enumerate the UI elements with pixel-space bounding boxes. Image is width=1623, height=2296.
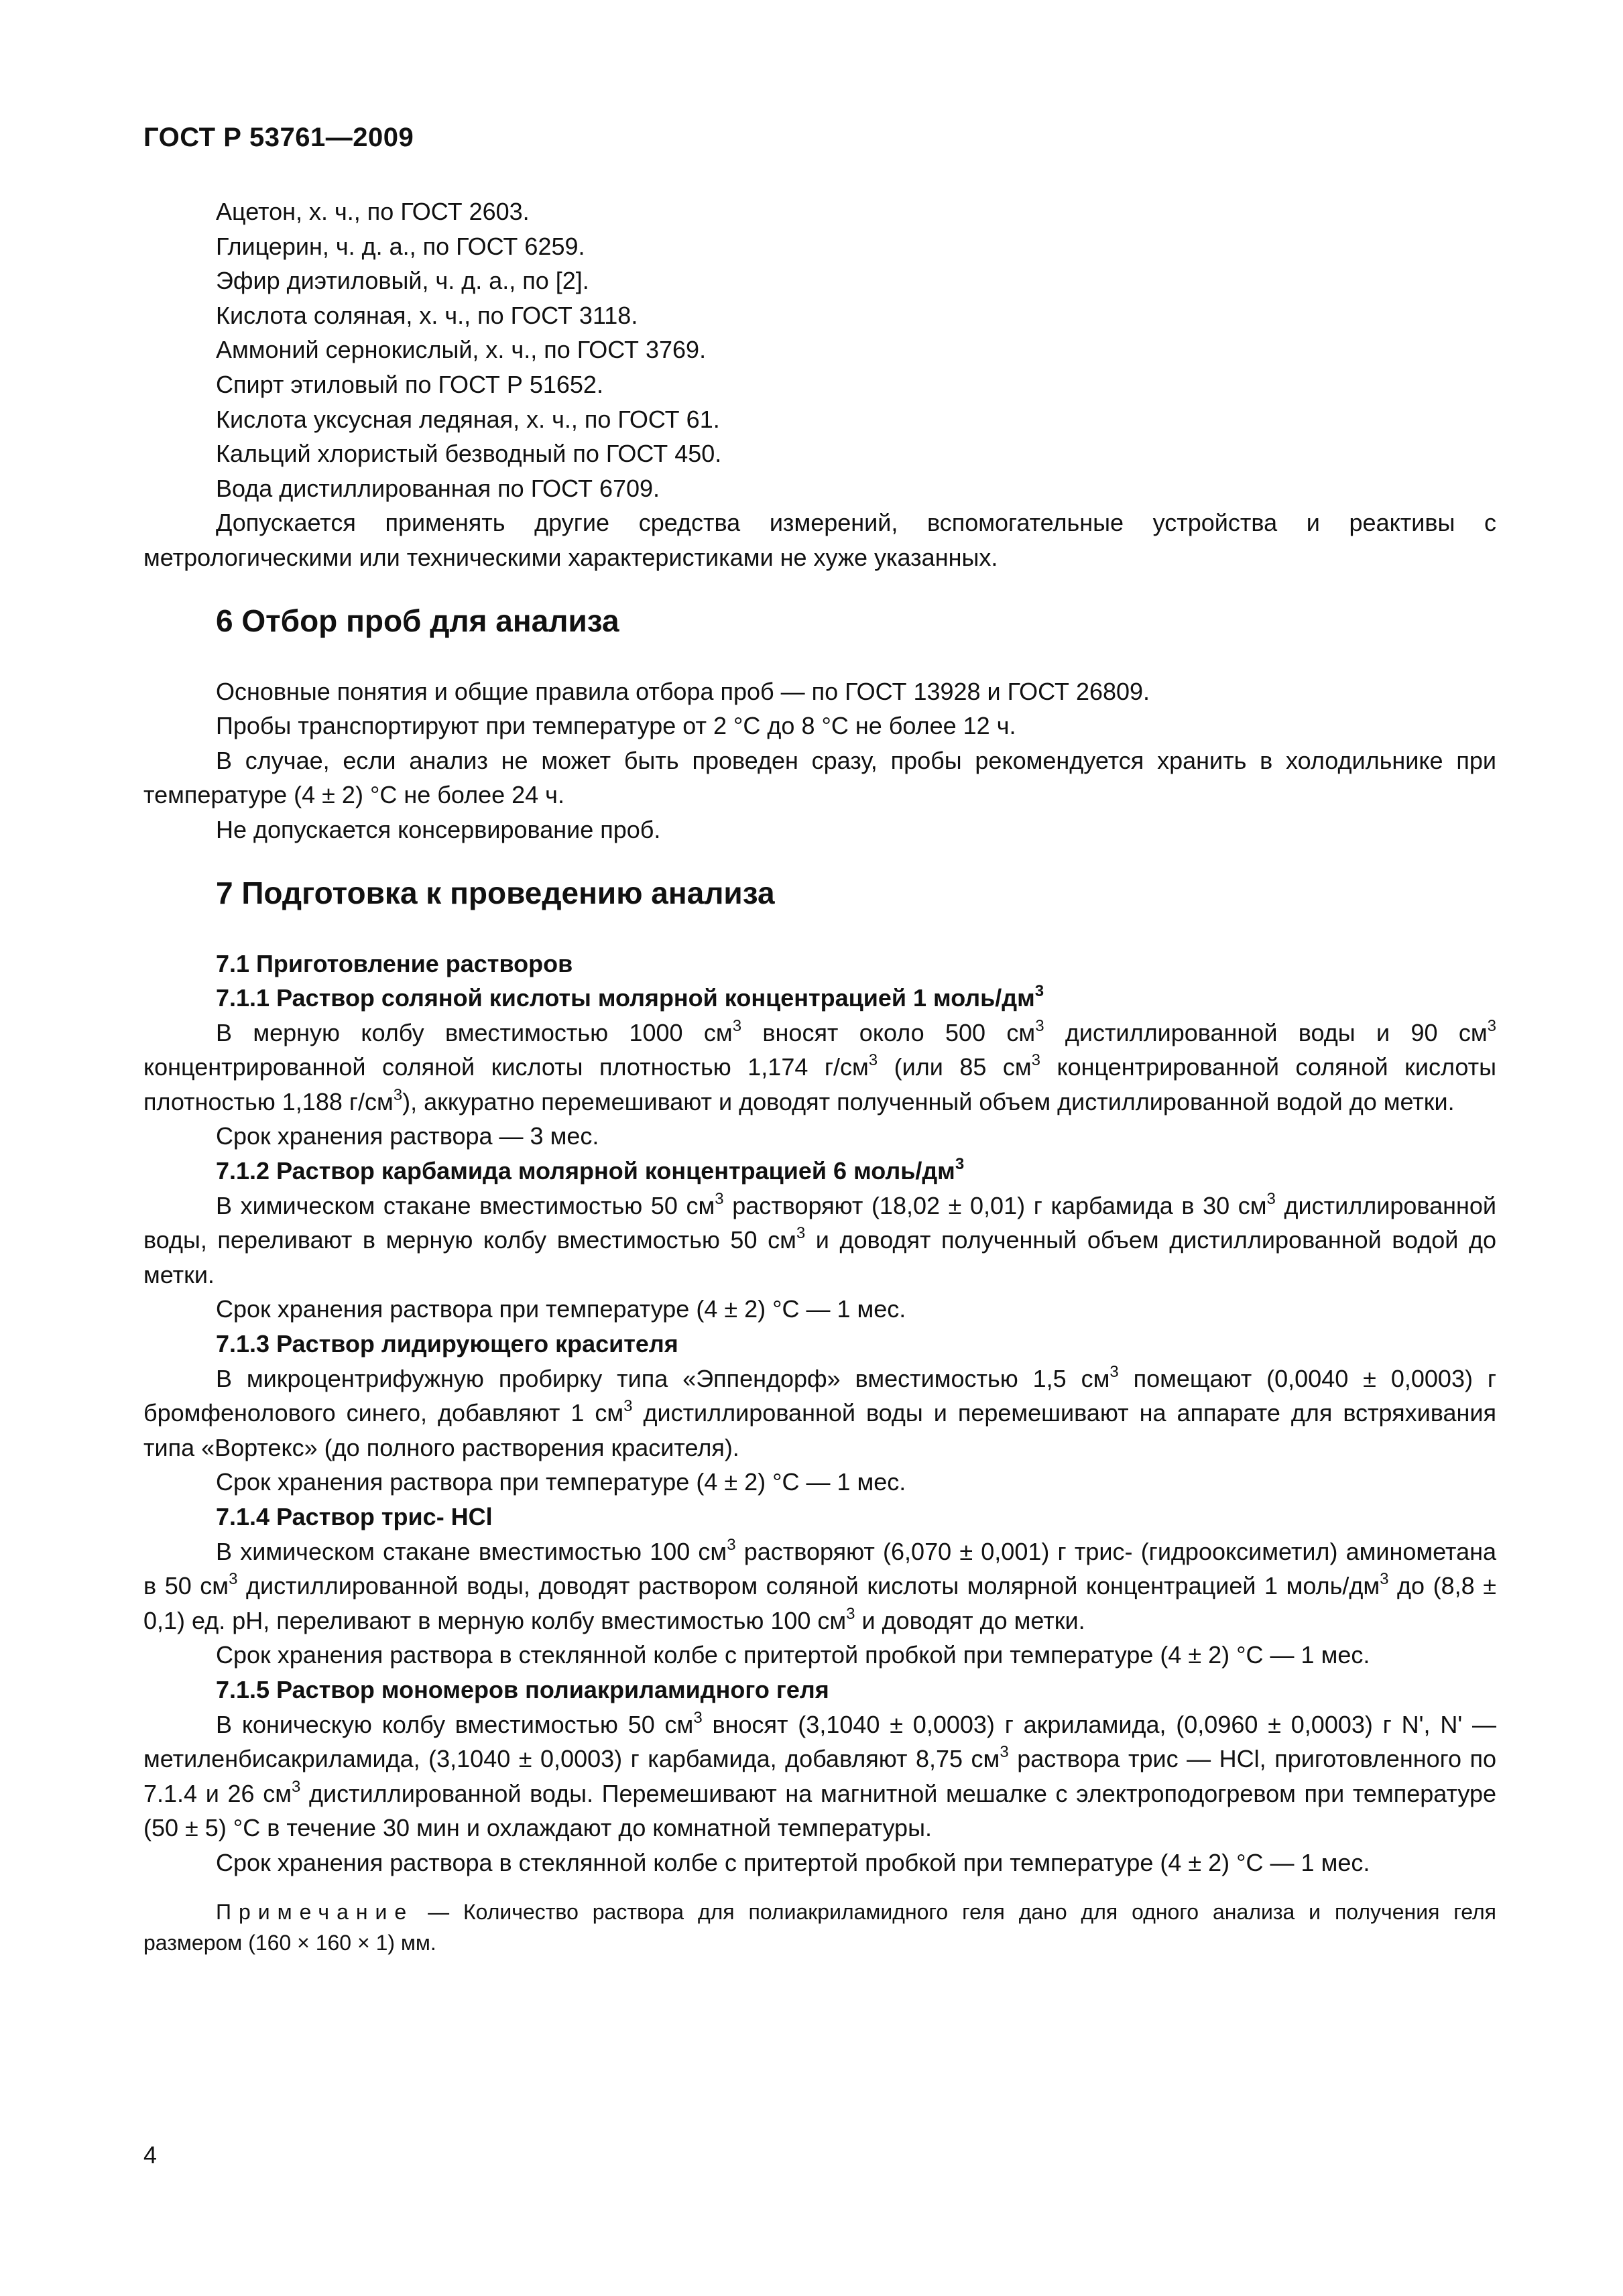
reagent-item: Аммоний сернокислый, х. ч., по ГОСТ 3769. [216,336,707,364]
superscript: 3 [1266,1189,1276,1208]
superscript: 3 [732,1016,742,1035]
section-6-paragraph: Основные понятия и общие правила отбора проб — по ГОСТ 13928 и ГОСТ 26809. [216,677,1150,705]
subsection-7-1-3-heading: 7.1.3 Раствор лидирующего красителя [216,1330,678,1358]
superscript: 3 [846,1604,855,1623]
reagent-item: Ацетон, х. ч., по ГОСТ 2603. [216,198,530,225]
text-run: концентрированной соляной кислоты плотностью 1,174 г/см [143,1053,869,1081]
superscript: 3 [1034,982,1044,1001]
section-6-paragraph: Пробы транспортируют при температуре от 2 °С до 8 °С не более 12 ч. [216,712,1016,740]
superscript: 3 [291,1777,301,1796]
section-6-title: 6 Отбор проб для анализа [216,603,619,638]
text-run: дистиллированной воды, доводят раствором соляной кислоты молярной концентрацией 1 моль/дм [237,1572,1380,1600]
page-number: 4 [143,2141,158,2169]
text-run: раствора трис — HCl, приготовленного по 7.1.4 и 26 см [143,1745,1497,1807]
text-run: дистиллированной воды и перемешивают на аппарате для встряхивания типа «Вортекс» (до полного растворения красителя). [143,1399,1496,1461]
text-run: растворяют (6,070 ± 0,001) г трис- (гидрооксиметил) аминометана в 50 см [143,1537,1496,1600]
subsection-7-1-1-heading [143,981,1496,1016]
section-6-paragraph: В случае, если анализ не может быть проведен сразу, пробы рекомендуется хранить в холодильнике при температуре (4 ± 2) °С не более 24 ч. [143,746,1496,809]
text-run: дистиллированной воды, переливают в мерную колбу вместимостью 50 см [143,1191,1497,1254]
superscript: 3 [229,1570,238,1589]
subsection-7-1-4-heading: 7.1.4 Раствор трис- HCl [216,1503,493,1530]
text-run: дистиллированной воды и 90 см [1044,1018,1488,1046]
reagent-item: Глицерин, ч. д. а., по ГОСТ 6259. [216,232,585,260]
reagents-note-paragraph: Допускается применять другие средства измерений, вспомогательные устройства и реактивы с метрологическими или техническими характеристиками не хуже указанных. [143,509,1496,571]
text-run: В мерную колбу вместимостью 1000 см [216,1018,733,1046]
superscript: 3 [715,1189,724,1208]
superscript: 3 [693,1708,703,1727]
reagent-item: Кислота соляная, х. ч., по ГОСТ 3118. [216,301,638,329]
superscript: 3 [727,1535,736,1554]
superscript: 3 [1031,1051,1040,1070]
paragraph-7-1-5 [143,1707,1496,1846]
shelf-life-7-1-2: Срок хранения раствора при температуре (4 ± 2) °С — 1 мес. [216,1295,906,1323]
superscript: 3 [1380,1570,1389,1589]
reagent-item: Спирт этиловый по ГОСТ Р 51652. [216,370,603,398]
shelf-life-7-1-5: Срок хранения раствора в стеклянной колбе с притертой пробкой при температуре (4 ± 2) °С — 1 мес. [216,1848,1370,1876]
shelf-life-7-1-4: Срок хранения раствора в стеклянной колбе с притертой пробкой при температуре (4 ± 2) °С — 1 мес. [216,1641,1370,1669]
superscript: 3 [393,1085,403,1104]
reagent-item: Эфир диэтиловый, ч. д. а., по [2]. [216,267,589,295]
superscript: 3 [1109,1362,1119,1381]
document-page [143,121,1496,1958]
text-run: (или 85 см [878,1053,1032,1081]
section-7-title: 7 Подготовка к проведению анализа [216,875,775,910]
shelf-life-7-1-1: Срок хранения раствора — 3 мес. [216,1122,599,1150]
note-paragraph [143,1896,1496,1958]
subsection-7-1-5-heading: 7.1.5 Раствор мономеров полиакриламидного геля [216,1675,829,1703]
subsection-7-1-2-heading [143,1154,1496,1189]
text-run: В химическом стакане вместимостью 50 см [216,1191,715,1219]
text-run: вносят (3,1040 ± 0,0003) г акриламида, (0,0960 ± 0,0003) г N', N' — метиленбисакриламида, (3,1040 ± 0,0003) г карбамида, добавляют 8,75 см [143,1710,1496,1773]
superscript: 3 [796,1224,806,1243]
reagent-item: Кальций хлористый безводный по ГОСТ 450. [216,440,722,468]
paragraph-7-1-1 [143,1016,1496,1120]
text-run: дистиллированной воды. Перемешивают на магнитной мешалке с электроподогревом при температуре (50 ± 5) °С в течение 30 мин и охлаждают до комнатной температуры. [143,1779,1496,1842]
text-run: до (8,8 ± 0,1) ед. рН, переливают в мерную колбу вместимостью 100 см [143,1572,1496,1634]
heading-text: 7.1.1 Раствор соляной кислоты молярной концентрацией 1 моль/дм [216,984,1035,1012]
text-run: В микроцентрифужную пробирку типа «Эппендорф» вместимостью 1,5 см [216,1364,1110,1392]
reagents-list [143,194,1496,505]
superscript: 3 [1035,1016,1044,1035]
superscript: 3 [623,1397,633,1416]
superscript: 3 [868,1051,878,1070]
reagent-item: Вода дистиллированная по ГОСТ 6709. [216,474,660,502]
document-id-header: ГОСТ Р 53761—2009 [143,123,414,152]
text-run: вносят около 500 см [741,1018,1036,1046]
text-run: растворяют (18,02 ± 0,01) г карбамида в 30 см [723,1191,1267,1219]
superscript: 3 [1000,1743,1009,1762]
heading-text: 7.1.2 Раствор карбамида молярной концентрацией 6 моль/дм [216,1157,955,1185]
paragraph-7-1-2 [143,1189,1496,1292]
text-run: В коническую колбу вместимостью 50 см [216,1710,694,1738]
text-run: концентрированной соляной кислоты плотностью 1,188 г/см [143,1053,1496,1115]
subsection-7-1-heading: 7.1 Приготовление растворов [216,949,573,977]
text-run: В химическом стакане вместимостью 100 см [216,1537,727,1565]
text-run: и доводят полученный объем дистиллированной водой до метки. [143,1226,1497,1288]
note-text: — Количество раствора для полиакриламидного геля дано для одного анализа и получения геля размером (160 × 160 × 1) мм. [143,1899,1496,1955]
shelf-life-7-1-3: Срок хранения раствора при температуре (4 ± 2) °С — 1 мес. [216,1468,906,1496]
section-6-paragraph: Не допускается консервирование проб. [216,815,661,843]
text-run: помещают (0,0040 ± 0,0003) г бромфенолового синего, добавляют 1 см [143,1364,1496,1427]
paragraph-7-1-4 [143,1534,1496,1638]
superscript: 3 [955,1155,965,1174]
paragraph-7-1-3 [143,1362,1496,1465]
text-run: ), аккуратно перемешивают и доводят полученный объем дистиллированной водой до метки. [402,1087,1455,1115]
superscript: 3 [1487,1016,1496,1035]
text-run: и доводят до метки. [855,1606,1085,1634]
note-label: Примечание [216,1899,414,1924]
reagent-item: Кислота уксусная ледяная, х. ч., по ГОСТ 61. [216,405,720,433]
